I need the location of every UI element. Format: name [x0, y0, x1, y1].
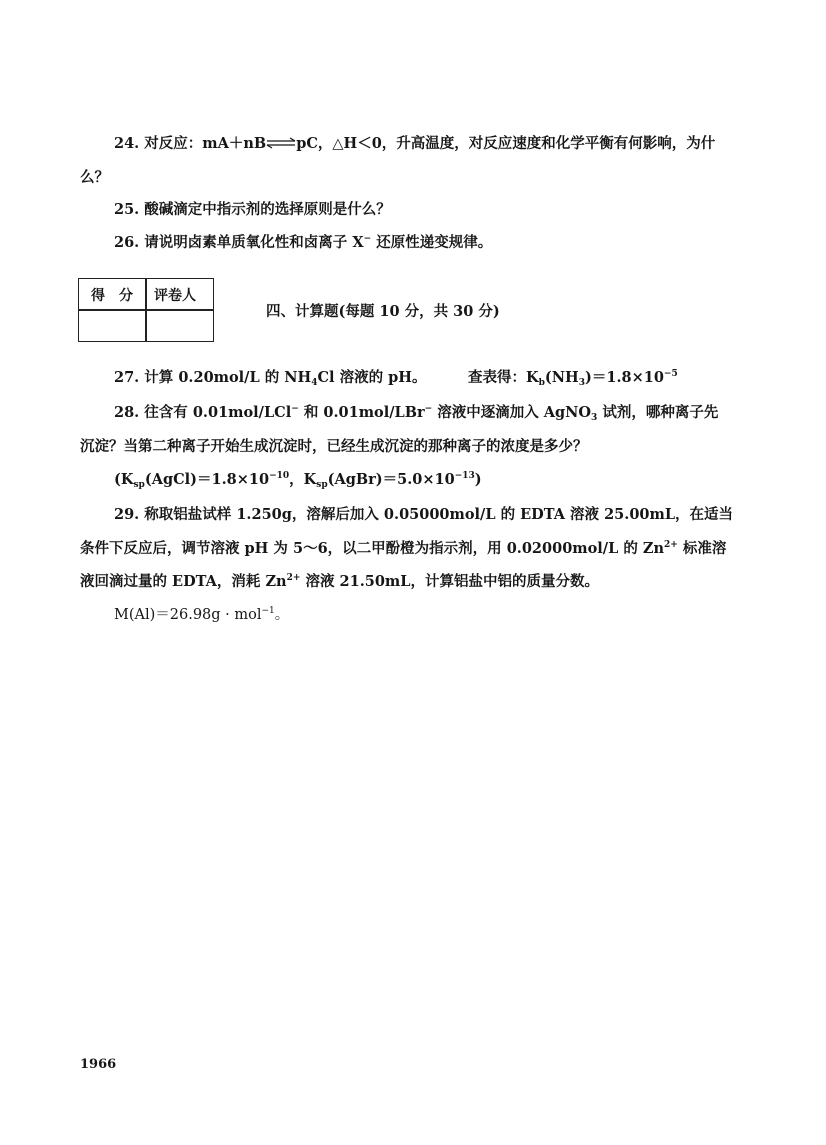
question-28-l3-b: (AgCl)＝1.8×10 — [144, 471, 270, 488]
question-26-number: 26. — [114, 234, 140, 251]
question-29-l1: 称取铝盐试样 1.250g，溶解后加入 0.05000mol/L 的 EDTA 溶液 25.00mL，在适当 — [144, 506, 734, 523]
question-27-ref-a: 查表得：K — [468, 369, 539, 386]
question-24-text-pre: 对反应：mA＋nB — [144, 135, 267, 152]
score-box-divider-horizontal — [79, 309, 213, 311]
question-28-l3-a: (K — [114, 471, 134, 488]
question-28-l3-sub1: sp — [133, 480, 145, 490]
question-29-line-3 — [80, 572, 599, 592]
page-number: 1966 — [80, 1057, 117, 1072]
question-27-text-a: 计算 0.20mol/L 的 NH — [144, 369, 312, 386]
question-28-l3-sup2: −13 — [454, 471, 475, 481]
question-24-number: 24. — [114, 135, 140, 152]
question-28-l1-b: 和 0.01mol/LBr — [298, 404, 425, 421]
question-29-line-1 — [114, 505, 733, 525]
question-27-number: 27. — [114, 369, 140, 386]
question-29-l4-b: 。 — [274, 607, 290, 623]
question-28-number: 28. — [114, 404, 140, 421]
question-26 — [114, 233, 492, 253]
question-29-l2-sup: 2+ — [664, 540, 678, 550]
question-28-l1-d: 试剂，哪种离子先 — [597, 404, 719, 421]
question-29-l2-a: 条件下反应后，调节溶液 pH 为 5～6，以二甲酚橙为指示剂，用 0.02000mol/L 的 Zn — [80, 540, 665, 557]
question-28-line-3 — [114, 470, 482, 490]
question-29-l4-a: M(Al)＝26.98g · mol — [114, 607, 262, 623]
question-29-number: 29. — [114, 506, 140, 523]
question-26-sup: − — [363, 234, 372, 244]
question-28-l3-sub2: sp — [316, 480, 328, 490]
question-28-line-2: 沉淀？当第二种离子开始生成沉淀时，已经生成沉淀的那种离子的浓度是多少？ — [80, 438, 588, 455]
question-28-l3-sup1: −10 — [269, 471, 290, 481]
grader-label: 评卷人 — [154, 288, 196, 304]
question-28-l3-d: (AgBr)＝5.0×10 — [327, 471, 455, 488]
question-27 — [114, 368, 426, 388]
score-box — [78, 278, 214, 342]
question-27-ref-sub2: 3 — [578, 378, 585, 388]
question-27-ref-b: (NH — [544, 369, 579, 386]
question-28-l1-sup2: − — [424, 404, 433, 414]
question-27-ref-sup: −5 — [663, 369, 678, 379]
question-27-reference — [468, 368, 678, 388]
question-25 — [114, 200, 391, 220]
question-27-ref-c: )＝1.8×10 — [585, 369, 664, 386]
question-28-line-1 — [114, 403, 718, 423]
question-29-l3-b: 溶液 21.50mL，计算铝盐中铝的质量分数。 — [300, 573, 599, 590]
question-28-l1-a: 往含有 0.01mol/LCl — [144, 404, 292, 421]
question-26-text-post: 还原性递变规律。 — [371, 234, 493, 251]
question-29-l2-b: 标准溶 — [677, 540, 727, 557]
question-27-text-b: Cl 溶液的 pH。 — [317, 369, 427, 386]
question-24-text-post: pC，△H＜0，升高温度，对反应速度和化学平衡有何影响，为什 — [296, 135, 716, 152]
question-28-l3-e: ) — [474, 471, 482, 488]
question-29-line-2 — [80, 539, 726, 559]
equilibrium-arrow-icon — [266, 137, 296, 149]
question-27-ref-sub: b — [538, 378, 545, 388]
question-28-l1-sub: 3 — [591, 413, 598, 423]
question-28-l1-c: 溶液中逐滴加入 AgNO — [432, 404, 592, 421]
question-29-l3-a: 液回滴过量的 EDTA，消耗 Zn — [80, 573, 287, 590]
question-29-l3-sup: 2+ — [286, 573, 301, 583]
question-28-l3-c: ，K — [289, 471, 317, 488]
question-26-text-pre: 请说明卤素单质氧化性和卤离子 X — [144, 234, 364, 251]
score-label: 得 分 — [91, 288, 133, 304]
question-25-number: 25. — [114, 201, 140, 218]
question-28-l1-sup1: − — [291, 404, 299, 414]
question-29-line-4 — [114, 605, 289, 625]
question-29-l4-sup: −1 — [261, 606, 275, 616]
question-24-line-2: 么？ — [80, 169, 109, 186]
question-24-line-1 — [114, 134, 715, 154]
question-25-text: 酸碱滴定中指示剂的选择原则是什么？ — [144, 201, 391, 218]
question-27-sub: 4 — [311, 378, 318, 388]
section-4-title: 四、计算题(每题 10 分，共 30 分) — [266, 303, 500, 320]
